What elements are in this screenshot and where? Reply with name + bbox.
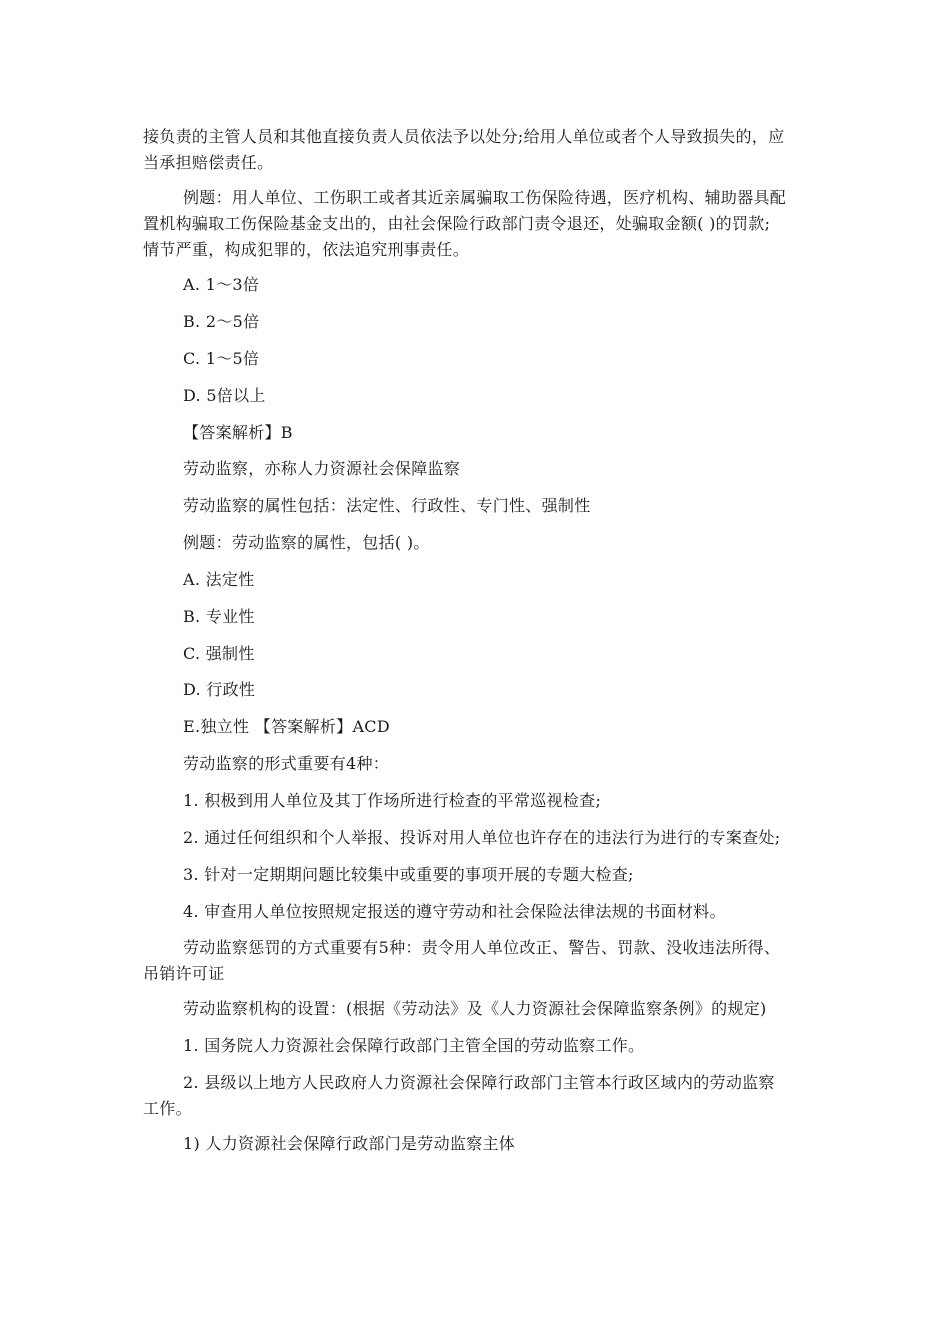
paragraph-line: 接负责的主管人员和其他直接负责人员依法予以处分;给用人单位或者个人导致损失的，应 bbox=[143, 127, 785, 146]
forms-item: 1. 积极到用人单位及其丁作场所进行检查的平常巡视检查; bbox=[183, 791, 602, 810]
question-2-option-c: C. 强制性 bbox=[183, 644, 255, 663]
question-1-option-a: A. 1～3倍 bbox=[183, 275, 260, 294]
question-2-option-a: A. 法定性 bbox=[183, 570, 255, 589]
question-1-option-c: C. 1～5倍 bbox=[183, 349, 260, 368]
paragraph-line: 当承担赔偿责任。 bbox=[143, 153, 274, 172]
definition-line: 劳动监察，亦称人力资源社会保障监察 bbox=[183, 459, 461, 478]
definition-line: 劳动监察的属性包括：法定性、行政性、专门性、强制性 bbox=[183, 496, 591, 515]
penalty-line: 吊销许可证 bbox=[143, 964, 225, 983]
question-1-option-b: B. 2～5倍 bbox=[183, 312, 260, 331]
penalty-line: 劳动监察惩罚的方式重要有5种：责令用人单位改正、警告、罚款、没收违法所得、 bbox=[183, 938, 781, 957]
question-1-stem-line: 置机构骗取工伤保险基金支出的，由社会保险行政部门责令退还，处骗取金额( )的罚款; bbox=[143, 214, 771, 233]
question-2-option-d: D. 行政性 bbox=[183, 680, 256, 699]
question-1-answer: 【答案解析】B bbox=[183, 423, 293, 442]
question-1-option-d: D. 5倍以上 bbox=[183, 386, 266, 405]
question-1-stem-line: 情节严重，构成犯罪的，依法追究刑事责任。 bbox=[143, 240, 470, 259]
question-2-option-e-answer: E.独立性 【答案解析】ACD bbox=[183, 717, 390, 736]
question-2-option-b: B. 专业性 bbox=[183, 607, 255, 626]
forms-item: 2. 通过任何组织和个人举报、投诉对用人单位也许存在的违法行为进行的专案查处; bbox=[183, 828, 781, 847]
forms-item: 4. 审查用人单位按照规定报送的遵守劳动和社会保险法律法规的书面材料。 bbox=[183, 902, 726, 921]
org-item: 2. 县级以上地方人民政府人力资源社会保障行政部门主管本行政区域内的劳动监察 bbox=[183, 1073, 775, 1092]
question-1-stem-line: 例题：用人单位、工伤职工或者其近亲属骗取工伤保险待遇，医疗机构、辅助器具配 bbox=[183, 188, 787, 207]
org-title: 劳动监察机构的设置：(根据《劳动法》及《人力资源社会保障监察条例》的规定) bbox=[183, 999, 767, 1018]
org-item-continuation: 工作。 bbox=[143, 1099, 192, 1118]
org-item: 1. 国务院人力资源社会保障行政部门主管全国的劳动监察工作。 bbox=[183, 1036, 645, 1055]
question-2-stem: 例题：劳动监察的属性，包括( )。 bbox=[183, 533, 430, 552]
forms-title: 劳动监察的形式重要有4种： bbox=[183, 754, 390, 773]
org-subitem: 1) 人力资源社会保障行政部门是劳动监察主体 bbox=[183, 1134, 516, 1153]
forms-item: 3. 针对一定期期问题比较集中或重要的事项开展的专题大检查; bbox=[183, 865, 634, 884]
